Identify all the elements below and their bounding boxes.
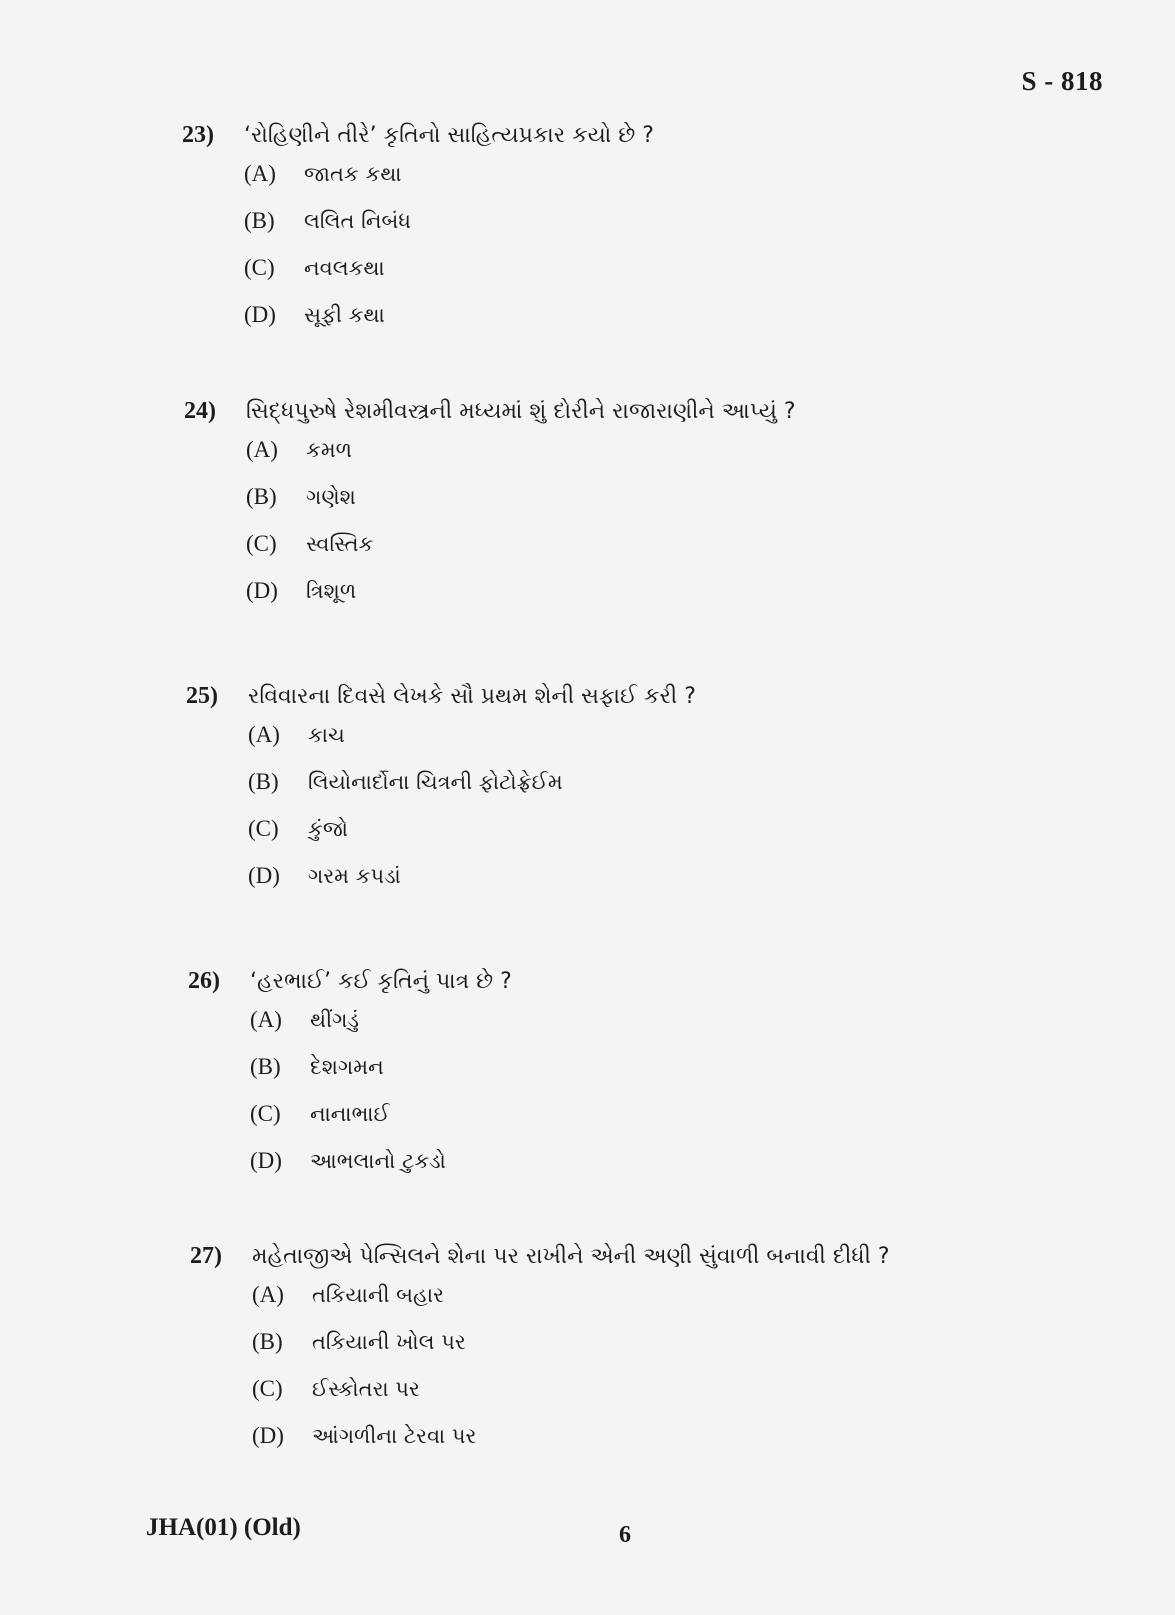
paper-code-header: S - 818: [1021, 66, 1103, 96]
option-text: તકિયાની બહાર: [312, 1283, 444, 1307]
options-list: [244, 161, 654, 349]
option-letter: (A): [252, 1282, 284, 1307]
option-d: [244, 302, 654, 349]
option-text: સૂફી કથા: [304, 303, 385, 327]
options-list: [252, 1282, 890, 1470]
question-number: 27): [190, 1243, 222, 1269]
option-letter: (C): [246, 531, 277, 556]
option-letter: (C): [252, 1376, 283, 1401]
option-letter: (B): [246, 484, 277, 509]
option-letter: (D): [246, 578, 278, 603]
question-number: 25): [186, 683, 218, 709]
option-d: [246, 578, 796, 625]
option-a: [252, 1282, 890, 1329]
option-text: થીંગડું: [310, 1008, 359, 1032]
question-number: 23): [182, 122, 214, 148]
options-list: [250, 1007, 512, 1195]
option-letter: (C): [250, 1101, 281, 1126]
option-a: [250, 1007, 512, 1054]
question-24: [184, 398, 796, 625]
option-text: દેશગમન: [310, 1055, 384, 1079]
question-text: મહેતાજીએ પેન્સિલને શેના પર રાખીને એની અણી સુંવાળી બનાવી દીધી ?: [252, 1244, 890, 1269]
question-number: 26): [188, 968, 220, 994]
option-text: નાનાભાઈ: [310, 1102, 390, 1126]
option-text: નવલકથા: [304, 256, 385, 280]
options-list: [246, 437, 796, 625]
option-c: [250, 1101, 512, 1148]
option-letter: (D): [248, 863, 280, 888]
question-number: 24): [184, 398, 216, 424]
question-25: [186, 683, 696, 910]
option-text: ગણેશ: [306, 485, 356, 509]
option-text: તકિયાની ખોલ પર: [312, 1330, 466, 1354]
option-text: કુંજો: [308, 817, 348, 841]
option-letter: (D): [252, 1423, 284, 1448]
option-text: ગરમ કપડાં: [308, 864, 401, 888]
option-text: લિયોનાર્દોના ચિત્રની ફોટોફ્રેઈમ: [308, 770, 563, 794]
option-c: [244, 255, 654, 302]
option-letter: (B): [244, 208, 275, 233]
option-c: [248, 816, 696, 863]
option-letter: (C): [244, 255, 275, 280]
option-b: [248, 769, 696, 816]
question-23: [182, 122, 654, 349]
option-letter: (D): [244, 302, 276, 327]
option-letter: (A): [250, 1007, 282, 1032]
options-list: [248, 722, 696, 910]
option-text: કમળ: [306, 438, 353, 462]
option-text: જાતક કથા: [304, 162, 402, 186]
question-text: ‘હરભાઈ’ કઈ કૃતિનું પાત્ર છે ?: [250, 969, 512, 994]
question-text: રવિવારના દિવસે લેખકે સૌ પ્રથમ શેની સફાઈ કરી ?: [248, 684, 696, 709]
option-text: સ્વસ્તિક: [306, 532, 374, 556]
option-c: [252, 1376, 890, 1423]
option-d: [250, 1148, 512, 1195]
option-text: ત્રિશૂળ: [306, 579, 357, 603]
page-number: 6: [619, 1522, 631, 1548]
option-text: લલિત નિબંધ: [304, 209, 411, 233]
option-letter: (B): [248, 769, 279, 794]
option-text: ઈસ્કોતરા પર: [312, 1377, 420, 1401]
option-letter: (B): [252, 1329, 283, 1354]
option-letter: (B): [250, 1054, 281, 1079]
option-letter: (C): [248, 816, 279, 841]
option-d: [252, 1423, 890, 1470]
option-b: [244, 208, 654, 255]
option-letter: (A): [246, 437, 278, 462]
option-letter: (A): [248, 722, 280, 747]
option-text: આંગળીના ટેરવા પર: [312, 1424, 477, 1448]
option-a: [248, 722, 696, 769]
option-b: [250, 1054, 512, 1101]
question-26: [188, 968, 512, 1195]
question-27: [190, 1243, 890, 1470]
option-d: [248, 863, 696, 910]
option-b: [252, 1329, 890, 1376]
option-letter: (A): [244, 161, 276, 186]
option-text: કાચ: [308, 723, 345, 747]
footer-paper-code: JHA(01) (Old): [146, 1514, 301, 1541]
option-letter: (D): [250, 1148, 282, 1173]
option-a: [244, 161, 654, 208]
option-a: [246, 437, 796, 484]
option-b: [246, 484, 796, 531]
option-c: [246, 531, 796, 578]
question-text: ‘રોહિણીને તીરે’ કૃતિનો સાહિત્યપ્રકાર કયો છે ?: [244, 123, 654, 148]
question-text: સિદ્ધપુરુષે રેશમીવસ્ત્રની મધ્યમાં શું દોરીને રાજારાણીને આપ્યું ?: [246, 399, 796, 424]
option-text: આભલાનો ટુકડો: [310, 1149, 446, 1173]
